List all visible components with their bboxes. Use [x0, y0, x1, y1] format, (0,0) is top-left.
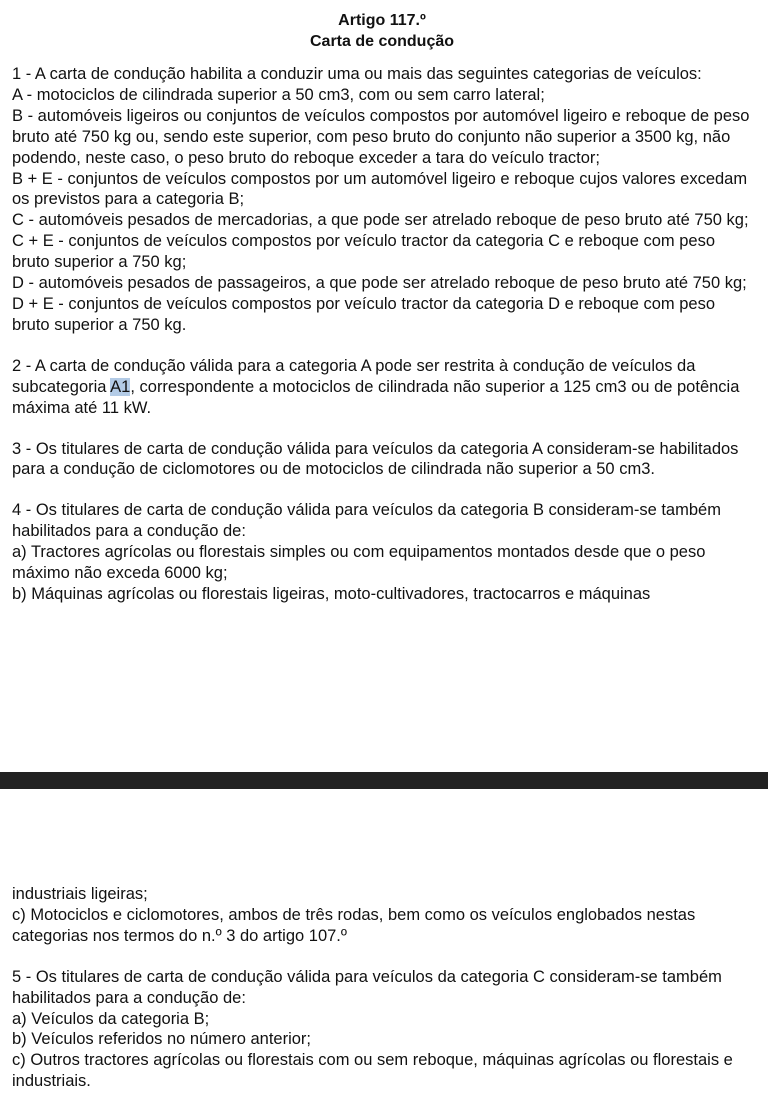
- section-4: [12, 500, 752, 605]
- section-2-text-after: , correspondente a motociclos de cilindrada não superior a 125 cm3 ou de potência máxima até 11 kW.: [12, 377, 740, 417]
- category-d-e: D + E - conjuntos de veículos compostos por veículo tractor da categoria D e reboque com peso bruto superior a 750 kg.: [12, 294, 715, 334]
- article-header: [12, 10, 752, 52]
- section-4-item-b-start: b) Máquinas agrícolas ou florestais ligeiras, moto-cultivadores, tractocarros e máquinas: [12, 584, 651, 603]
- section-5-item-a: a) Veículos da categoria B;: [12, 1009, 210, 1028]
- article-title: Carta de condução: [309, 33, 455, 50]
- paragraph-gap: [12, 419, 752, 439]
- selected-text-highlight[interactable]: A1: [110, 377, 131, 396]
- section-4-item-c: c) Motociclos e ciclomotores, ambos de três rodas, bem como os veículos englobados nestas categorias nos termos do n.º 3 do artigo 107.º: [12, 905, 696, 945]
- paragraph-gap: [12, 480, 752, 500]
- category-c: C - automóveis pesados de mercadorias, a que pode ser atrelado reboque de peso bruto até 750 kg;: [12, 211, 749, 230]
- category-c-e: C + E - conjuntos de veículos compostos por veículo tractor da categoria C e reboque com peso bruto superior a 750 kg;: [12, 232, 715, 272]
- category-b: B - automóveis ligeiros ou conjuntos de veículos compostos por automóvel ligeiro e reboque de peso bruto até 750 kg ou, sendo este superior, com peso bruto do conjunto não superior a 3500 kg, não podendo, neste caso, o peso bruto do reboque exceder a tara do veículo tractor;: [12, 106, 750, 167]
- paragraph-gap: [12, 336, 752, 356]
- section-1: [12, 64, 752, 336]
- section-3: 3 - Os titulares de carta de condução válida para veículos da categoria A consideram-se habilitados para a condução de ciclomotores ou de motociclos de cilindrada não superior a 50 cm3.: [12, 439, 739, 479]
- section-2-text-before: 2 - A carta de condução válida para a categoria A pode ser restrita à condução de veículos da subcategoria: [12, 356, 696, 396]
- section-5-intro: 5 - Os titulares de carta de condução válida para veículos da categoria C consideram-se também habilitados para a condução de:: [12, 967, 722, 1007]
- section-4-item-b-end: industriais ligeiras;: [12, 885, 148, 903]
- section-4-intro: 4 - Os titulares de carta de condução válida para veículos da categoria B consideram-se também habilitados para a condução de:: [12, 501, 721, 541]
- category-a: A - motociclos de cilindrada superior a 50 cm3, com ou sem carro lateral;: [12, 85, 545, 104]
- section-5-item-c: c) Outros tractores agrícolas ou florestais com ou sem reboque, máquinas agrícolas ou florestais e industriais.: [12, 1051, 733, 1091]
- section-4-item-a: a) Tractores agrícolas ou florestais simples ou com equipamentos montados desde que o peso máximo não exceda 6000 kg;: [12, 543, 706, 583]
- document-part-top: [12, 10, 752, 605]
- article-number: Artigo 117.º: [338, 12, 426, 29]
- paragraph-gap: [12, 947, 752, 967]
- category-d: D - automóveis pesados de passageiros, a que pode ser atrelado reboque de peso bruto até 750 kg;: [12, 274, 747, 293]
- page-divider: [0, 772, 768, 789]
- section-2: [12, 356, 752, 419]
- section-5: [12, 967, 752, 1092]
- category-b-e: B + E - conjuntos de veículos compostos por um automóvel ligeiro e reboque cujos valores excedam os previstos para a categoria B;: [12, 169, 748, 209]
- section-5-item-b: b) Veículos referidos no número anterior;: [12, 1030, 311, 1049]
- document-part-bottom: [12, 884, 752, 1092]
- section-1-intro: 1 - A carta de condução habilita a conduzir uma ou mais das seguintes categorias de veículos:: [12, 65, 702, 83]
